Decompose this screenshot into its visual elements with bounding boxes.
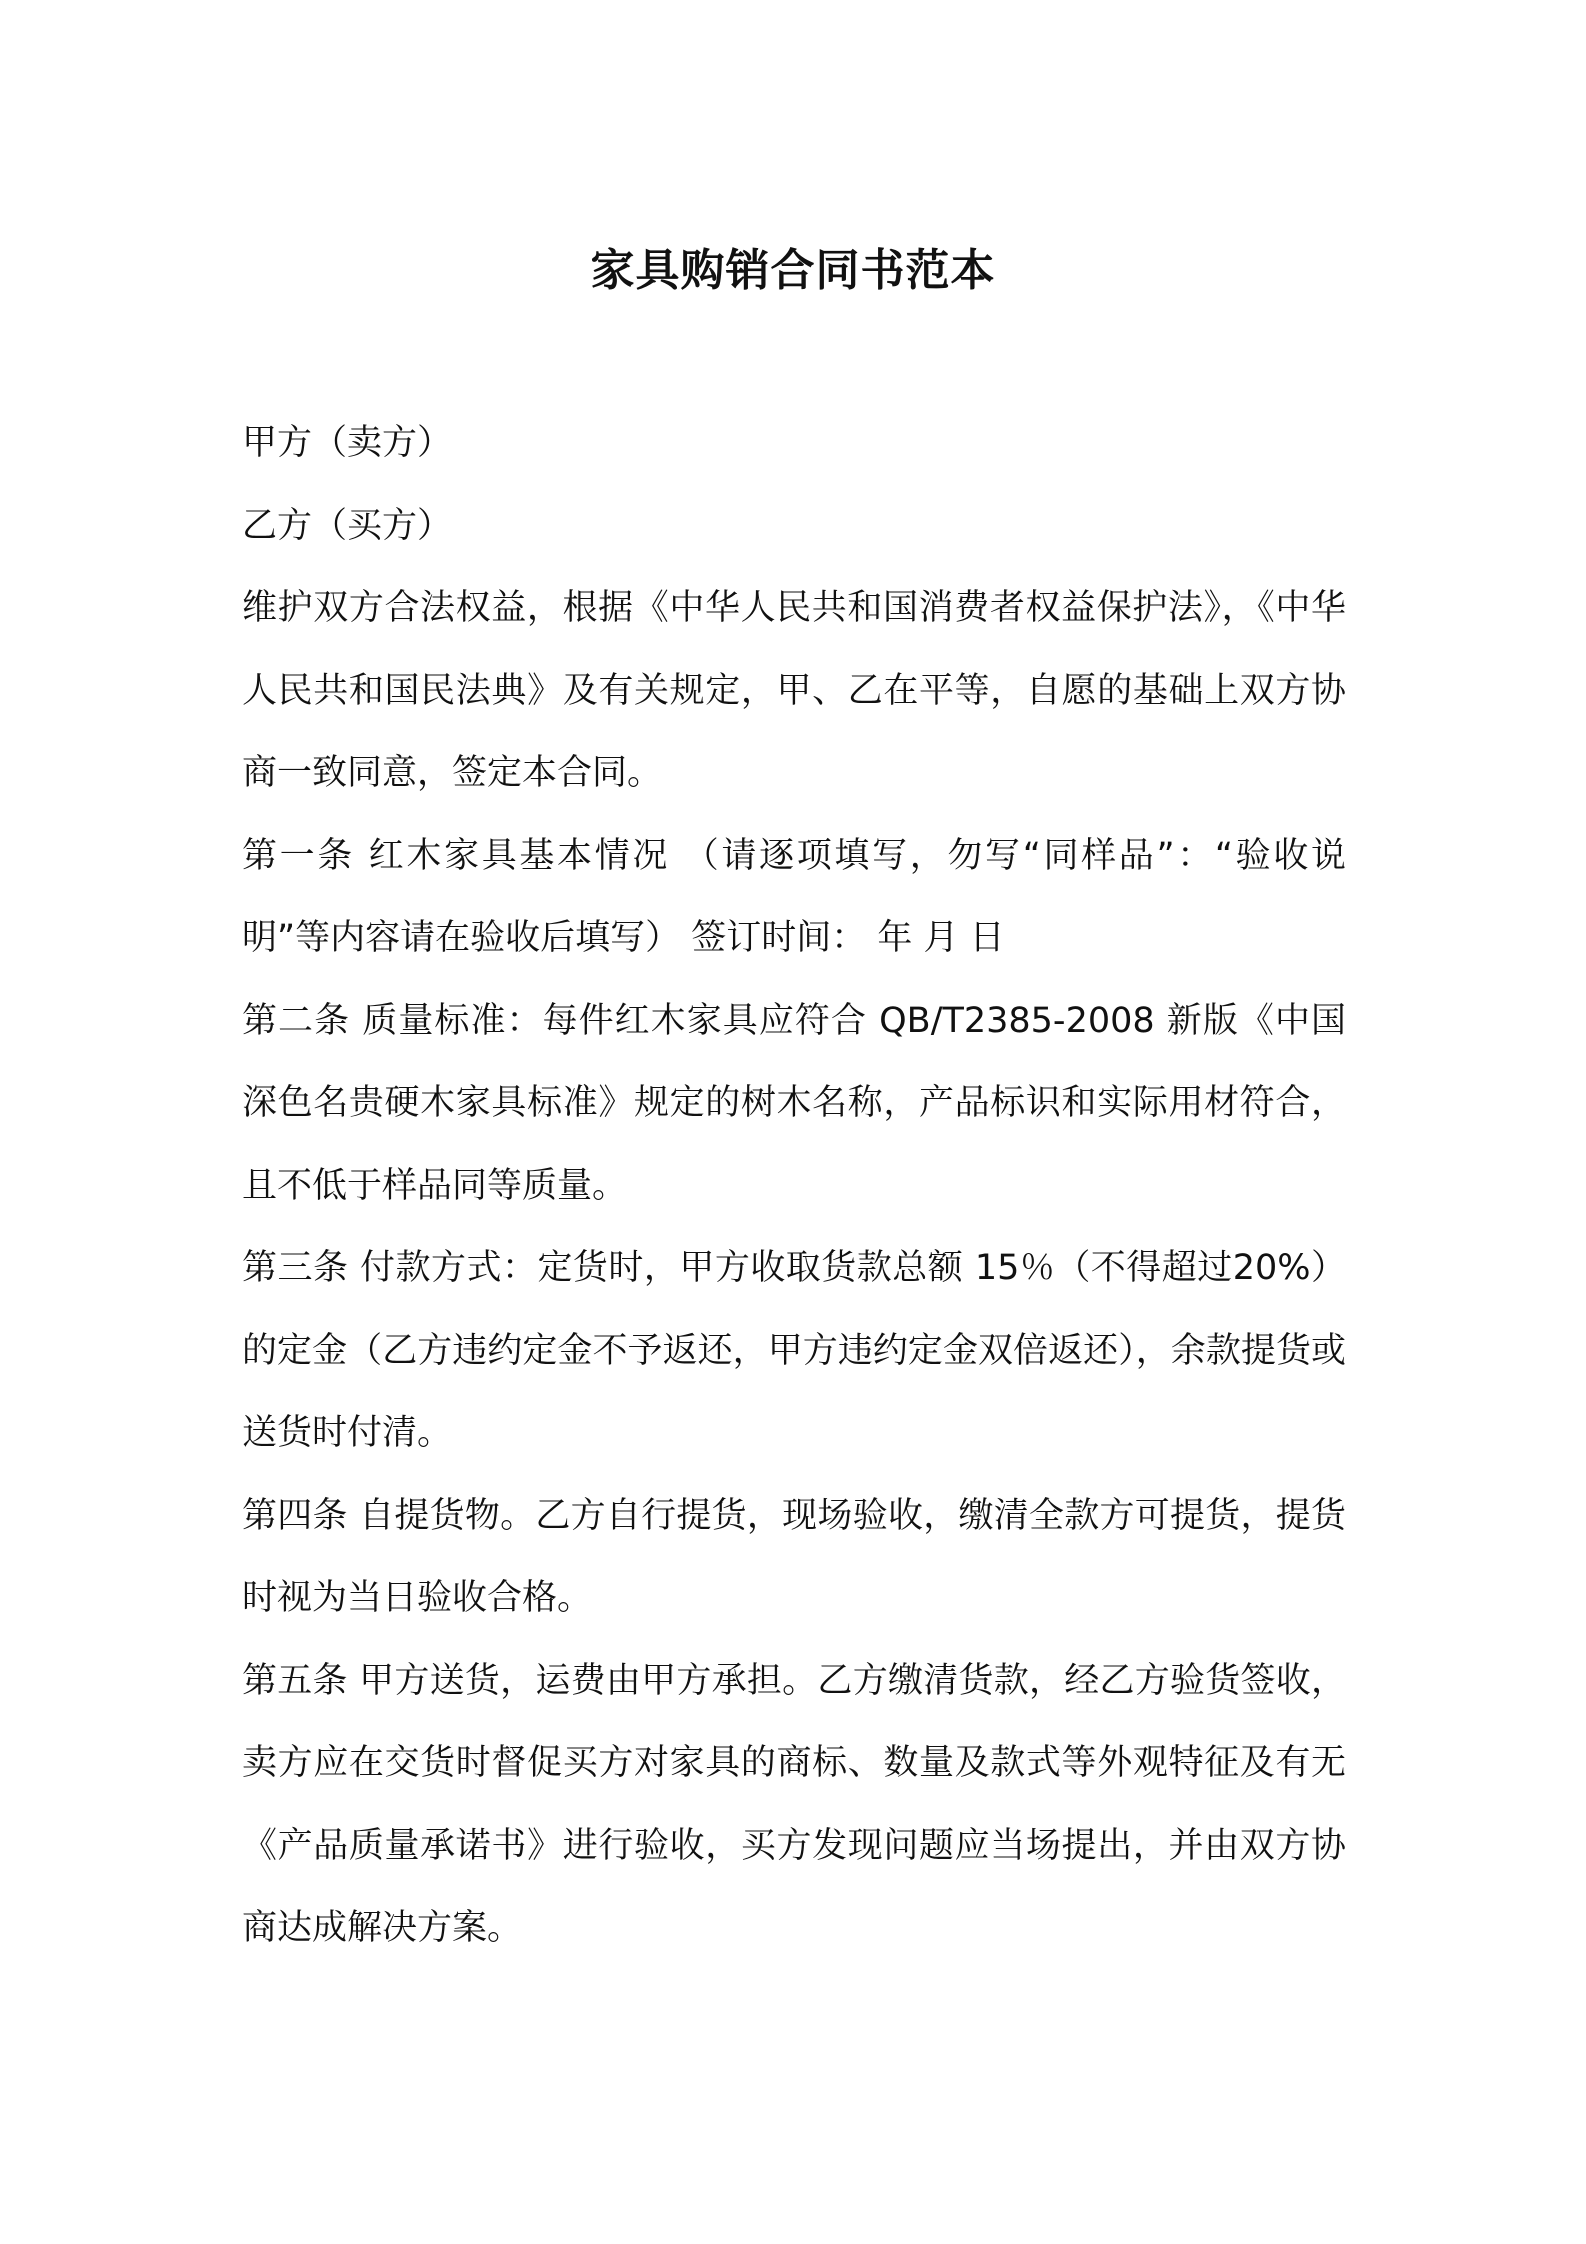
article-3-paragraph: 第三条 付款方式：定货时，甲方收取货款总额 15％（不得超过20%）的定金（乙方违约定金不予返还，甲方违约定金双倍返还），余款提货或送货时付清。 xyxy=(242,1248,1346,1453)
article-5-paragraph: 第五条 甲方送货，运费由甲方承担。乙方缴清货款，经乙方验货签收，卖方应在交货时督促买方对家具的商标、数量及款式等外观特征及有无《产品质量承诺书》进行验收，买方发现问题应当场提出，并由双方协商达成解决方案。 xyxy=(242,1660,1346,1948)
article-1-paragraph: 第一条 红木家具基本情况 （请逐项填写，勿写“同样品”：“验收说明”等内容请在验收后填写） 签订时间： 年 月 日 xyxy=(242,835,1346,958)
document-body xyxy=(242,402,1346,1970)
article-4-paragraph: 第四条 自提货物。乙方自行提货，现场验收，缴清全款方可提货，提货时视为当日验收合格。 xyxy=(242,1495,1346,1618)
party-b-line: 乙方（买方） xyxy=(242,505,453,546)
party-a-line: 甲方（卖方） xyxy=(242,423,453,463)
article-2-paragraph: 第二条 质量标准：每件红木家具应符合 QB/T2385-2008 新版《中国深色名贵硬木家具标准》规定的树木名称，产品标识和实际用材符合，且不低于样品同等质量。 xyxy=(242,1000,1346,1206)
preamble-paragraph: 维护双方合法权益，根据《中华人民共和国消费者权益保护法》，《中华人民共和国民法典》及有关规定，甲、乙在平等，自愿的基础上双方协商一致同意，签定本合同。 xyxy=(242,588,1346,793)
document-title: 家具购销合同书范本 xyxy=(590,245,996,297)
